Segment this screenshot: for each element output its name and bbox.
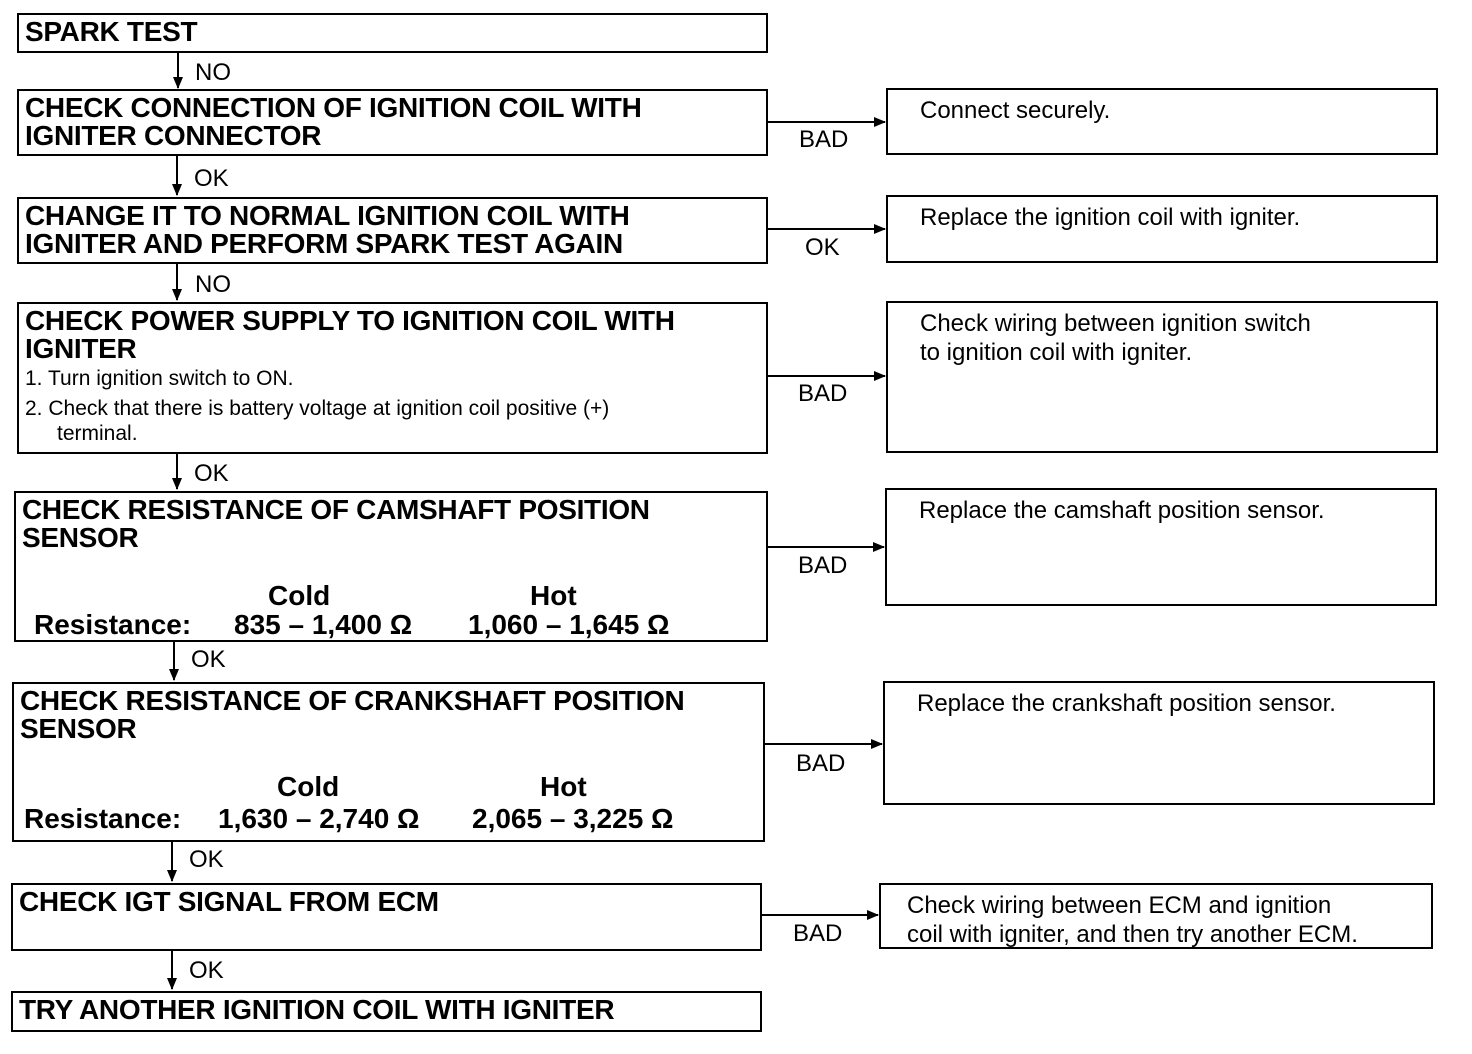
down-label-4: OK <box>194 460 229 487</box>
step-title: CHECK RESISTANCE OF CAMSHAFT POSITION SENSOR <box>22 494 650 553</box>
cold-resistance-value: 1,630 – 2,740 Ω <box>218 803 420 834</box>
step-title: CHECK CONNECTION OF IGNITION COIL WITH IGNITER CONNECTOR <box>25 92 642 151</box>
step-check-igt-signal <box>11 883 762 951</box>
step-check-camshaft-sensor <box>14 491 768 642</box>
action-check-wiring-switch <box>886 301 1438 453</box>
action-replace-crankshaft-sensor <box>883 681 1435 805</box>
step-title: CHECK IGT SIGNAL FROM ECM <box>19 886 439 917</box>
step-spark-test <box>17 13 768 53</box>
down-label-5: OK <box>191 646 226 673</box>
down-label-2: OK <box>194 165 229 192</box>
action-text: Check wiring between ECM and ignition coil with igniter, and then try another ECM. <box>907 892 1358 948</box>
hot-header: Hot <box>540 771 587 802</box>
side-label-2: OK <box>805 234 840 261</box>
step-check-power-supply <box>17 302 768 454</box>
side-label-6: BAD <box>793 920 843 947</box>
step-check-connection <box>17 89 768 156</box>
step-check-crankshaft-sensor <box>12 682 765 842</box>
down-label-1: NO <box>195 59 231 86</box>
side-label-1: BAD <box>799 126 849 153</box>
substep-1: 1. Turn ignition switch to ON. <box>25 367 294 390</box>
side-label-3: BAD <box>798 380 848 407</box>
cold-header: Cold <box>268 580 331 611</box>
down-label-3: NO <box>195 271 231 298</box>
step-change-coil <box>17 197 768 264</box>
down-label-6: OK <box>189 846 224 873</box>
resistance-label: Resistance: <box>34 609 192 640</box>
substep-2: 2. Check that there is battery voltage at ignition coil positive (+) terminal. <box>25 397 610 445</box>
action-replace-camshaft-sensor <box>885 488 1437 606</box>
step-title: CHECK RESISTANCE OF CRANKSHAFT POSITION SENSOR <box>20 685 685 744</box>
action-text: Connect securely. <box>920 97 1111 124</box>
action-text: Replace the camshaft position sensor. <box>919 497 1325 524</box>
resistance-label: Resistance: <box>24 803 182 834</box>
down-label-7: OK <box>189 957 224 984</box>
step-title: SPARK TEST <box>25 16 198 47</box>
side-label-5: BAD <box>796 750 846 777</box>
action-check-wiring-ecm <box>879 883 1433 949</box>
action-replace-coil <box>886 195 1438 263</box>
action-connect-securely <box>886 88 1438 155</box>
action-text: Replace the ignition coil with igniter. <box>920 204 1301 231</box>
hot-header: Hot <box>530 580 577 611</box>
action-text: Check wiring between ignition switch to ignition coil with igniter. <box>920 310 1311 366</box>
cold-header: Cold <box>277 771 340 802</box>
step-title: CHANGE IT TO NORMAL IGNITION COIL WITH IGNITER AND PERFORM SPARK TEST AGAIN <box>25 200 630 259</box>
step-title: CHECK POWER SUPPLY TO IGNITION COIL WITH IGNITER <box>25 305 675 364</box>
side-label-4: BAD <box>798 552 848 579</box>
step-try-another-coil <box>11 991 762 1032</box>
action-text: Replace the crankshaft position sensor. <box>917 690 1336 717</box>
hot-resistance-value: 1,060 – 1,645 Ω <box>468 609 670 640</box>
hot-resistance-value: 2,065 – 3,225 Ω <box>472 803 674 834</box>
cold-resistance-value: 835 – 1,400 Ω <box>234 609 413 640</box>
step-title: TRY ANOTHER IGNITION COIL WITH IGNITER <box>19 994 615 1025</box>
